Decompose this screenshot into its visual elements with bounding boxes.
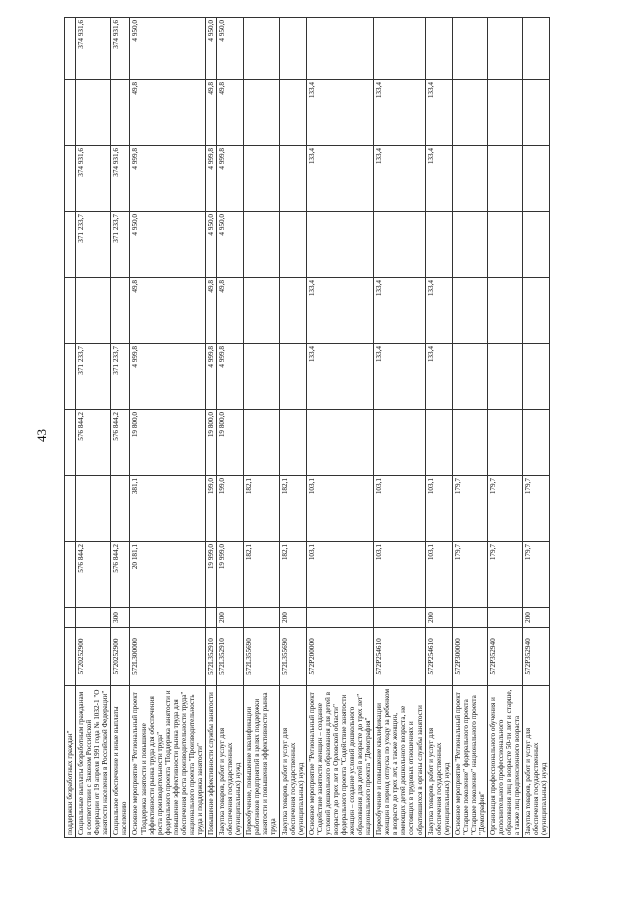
table-row [374, 18, 425, 838]
cell-v9: 374 931,6 [76, 18, 111, 80]
cell-vr: 300 [111, 608, 130, 628]
cell-v8 [279, 80, 306, 146]
cell-vr: 200 [425, 608, 452, 628]
cell-v5: 133,4 [374, 278, 425, 344]
cell-v9 [488, 18, 523, 80]
cell-v8 [488, 80, 523, 146]
cell-code: 572P300000 [452, 628, 487, 686]
cell-code: 5720252900 [76, 628, 111, 686]
cell-v2: 103,1 [374, 476, 425, 542]
cell-v9 [65, 18, 76, 80]
cell-v5: 49,8 [130, 278, 206, 344]
cell-v3 [244, 410, 279, 476]
cell-v6: 4 950,0 [217, 212, 244, 278]
table-row [452, 18, 487, 838]
cell-v9: 374 931,6 [111, 18, 130, 80]
rotated-page-content [64, 18, 594, 838]
cell-vr [65, 608, 76, 628]
cell-v2: 179,7 [488, 476, 523, 542]
cell-v7: 133,4 [425, 146, 452, 212]
cell-name: Переобучение и повышение квалификации женщин в период отпуска по уходу за ребенком в возрасте до трех лет, а также женщин, имеющих детей дошкольного возраста, не состоящих в трудовых отношениях и обратившихся в органы службы занятости [374, 686, 425, 838]
cell-v2 [65, 476, 76, 542]
cell-v1: 576 844,2 [76, 542, 111, 608]
cell-name: Переобучение, повышение квалификации работников предприятий в целях поддержки занятости и повышения эффективности рынка труда [244, 686, 279, 838]
cell-code [65, 628, 76, 686]
cell-v9 [452, 18, 487, 80]
cell-v4: 133,4 [425, 344, 452, 410]
cell-v1: 182,1 [279, 542, 306, 608]
cell-v1: 103,1 [306, 542, 374, 608]
cell-v5 [488, 278, 523, 344]
cell-v8 [76, 80, 111, 146]
cell-v7: 4 999,8 [130, 146, 206, 212]
cell-name: Закупка товаров, работ и услуг для обеспечения государственных (муниципальных) нужд [279, 686, 306, 838]
cell-v1: 576 844,2 [111, 542, 130, 608]
cell-v3 [374, 410, 425, 476]
cell-v3 [452, 410, 487, 476]
cell-v4: 371 233,7 [111, 344, 130, 410]
cell-v4 [488, 344, 523, 410]
cell-v6 [306, 212, 374, 278]
cell-v8: 133,4 [306, 80, 374, 146]
cell-v7 [65, 146, 76, 212]
table-row [111, 18, 130, 838]
table-row [425, 18, 452, 838]
cell-v6: 4 950,0 [206, 212, 217, 278]
cell-v6 [65, 212, 76, 278]
cell-v2: 103,1 [306, 476, 374, 542]
cell-v1 [65, 542, 76, 608]
cell-v1: 103,1 [425, 542, 452, 608]
cell-v2: 179,7 [523, 476, 550, 542]
cell-v9: 4 950,0 [206, 18, 217, 80]
cell-v1: 179,7 [488, 542, 523, 608]
cell-v1: 19 999,0 [217, 542, 244, 608]
cell-vr [306, 608, 374, 628]
cell-v6: 4 950,0 [130, 212, 206, 278]
cell-name: Основное мероприятие "Региональный проект "Старшее поколение" федерального проекта "Старшее поколение" национального проекта "Демография" [452, 686, 487, 838]
cell-code: 572L300000 [130, 628, 206, 686]
table-body [65, 18, 550, 838]
cell-v4 [452, 344, 487, 410]
cell-code: 572P352940 [523, 628, 550, 686]
cell-v7: 133,4 [306, 146, 374, 212]
cell-v4 [523, 344, 550, 410]
cell-v2: 182,1 [244, 476, 279, 542]
table-row [488, 18, 523, 838]
cell-code: 572P254610 [425, 628, 452, 686]
cell-v5 [65, 278, 76, 344]
cell-v2 [76, 476, 111, 542]
cell-v7: 374 931,6 [76, 146, 111, 212]
cell-v7: 4 999,8 [217, 146, 244, 212]
cell-v2: 182,1 [279, 476, 306, 542]
cell-v4 [279, 344, 306, 410]
table-row [279, 18, 306, 838]
cell-name: Закупка товаров, работ и услуг для обеспечения государственных (муниципальных) нужд [217, 686, 244, 838]
cell-v9 [279, 18, 306, 80]
cell-v7: 4 999,8 [206, 146, 217, 212]
cell-v5 [452, 278, 487, 344]
cell-v4: 133,4 [306, 344, 374, 410]
cell-v6 [488, 212, 523, 278]
cell-v7 [279, 146, 306, 212]
cell-name: Социальное обеспечение и иные выплаты населению [111, 686, 130, 838]
cell-v3: 19 800,0 [130, 410, 206, 476]
cell-v2: 199,0 [206, 476, 217, 542]
cell-name: Повышение эффективности службы занятости [206, 686, 217, 838]
cell-vr [76, 608, 111, 628]
cell-v9 [244, 18, 279, 80]
cell-v1: 103,1 [374, 542, 425, 608]
cell-v7: 133,4 [374, 146, 425, 212]
cell-name: Основное мероприятие "Региональный проект "Содействие занятости женщин – создание условий дошкольного образования для детей в возрасте до трех лет в Орловской области" федерального проекта "Содействие занятости женщин – создание условий дошкольного образования для детей в возрасте до трех лет" национального проекта "Демография" [306, 686, 374, 838]
cell-name: Социальные выплаты безработным гражданам в соответствии с Законом Российской Федерации от 19 апреля 1991 года № 1032-1 "О занятости населения в Российской Федерации" [76, 686, 111, 838]
cell-v9 [374, 18, 425, 80]
cell-code: 572P254610 [374, 628, 425, 686]
cell-v2: 179,7 [452, 476, 487, 542]
cell-v2 [111, 476, 130, 542]
cell-v2: 381,1 [130, 476, 206, 542]
cell-v8: 49,8 [217, 80, 244, 146]
cell-v6: 371 233,7 [111, 212, 130, 278]
cell-v4: 371 233,7 [76, 344, 111, 410]
cell-v4: 4 999,8 [206, 344, 217, 410]
cell-v8: 133,4 [374, 80, 425, 146]
cell-v3 [279, 410, 306, 476]
cell-v9 [425, 18, 452, 80]
cell-vr [130, 608, 206, 628]
cell-name: Закупка товаров, работ и услуг для обеспечения государственных (муниципальных) нужд [523, 686, 550, 838]
table-row [76, 18, 111, 838]
cell-v3 [306, 410, 374, 476]
cell-vr: 200 [523, 608, 550, 628]
cell-v3 [523, 410, 550, 476]
cell-v5 [76, 278, 111, 344]
cell-v6 [279, 212, 306, 278]
budget-table [64, 17, 550, 838]
cell-code: 572P200000 [306, 628, 374, 686]
cell-v4: 133,4 [374, 344, 425, 410]
cell-v5 [279, 278, 306, 344]
cell-vr: 200 [279, 608, 306, 628]
cell-v1: 182,1 [244, 542, 279, 608]
cell-v3: 19 800,0 [217, 410, 244, 476]
cell-code: 572L355690 [244, 628, 279, 686]
cell-v8 [523, 80, 550, 146]
table-row [65, 18, 76, 838]
table-row [523, 18, 550, 838]
cell-name: Основное мероприятие "Региональный проект "Поддержка занятости и повышение эффективности рынка труда для обеспечения роста производительности труда" федерального проекта "Поддержка занятости и повышение эффективности рынка труда для обеспечения роста производительности труда" национального проекта "Производительность труда и поддержка занятости" [130, 686, 206, 838]
cell-v5: 133,4 [425, 278, 452, 344]
cell-v3: 576 844,2 [111, 410, 130, 476]
cell-v1: 179,7 [523, 542, 550, 608]
cell-v3: 576 844,2 [76, 410, 111, 476]
cell-code: 572L355690 [279, 628, 306, 686]
cell-v1: 19 999,0 [206, 542, 217, 608]
cell-v5 [244, 278, 279, 344]
cell-v7 [523, 146, 550, 212]
cell-v4: 4 999,8 [130, 344, 206, 410]
cell-vr [452, 608, 487, 628]
cell-v8 [452, 80, 487, 146]
cell-v9 [306, 18, 374, 80]
cell-vr [374, 608, 425, 628]
cell-v8 [65, 80, 76, 146]
cell-code: 572L352910 [217, 628, 244, 686]
cell-v8 [111, 80, 130, 146]
cell-v2: 103,1 [425, 476, 452, 542]
cell-v6 [425, 212, 452, 278]
cell-name: Закупка товаров, работ и услуг для обеспечения государственных (муниципальных) нужд [425, 686, 452, 838]
cell-v8 [244, 80, 279, 146]
cell-v1: 179,7 [452, 542, 487, 608]
cell-v4: 4 999,8 [217, 344, 244, 410]
table-row [130, 18, 206, 838]
cell-v3 [65, 410, 76, 476]
cell-v8: 49,8 [206, 80, 217, 146]
cell-v1: 20 181,1 [130, 542, 206, 608]
cell-v9: 4 950,0 [130, 18, 206, 80]
cell-v5: 49,8 [217, 278, 244, 344]
table-row [306, 18, 374, 838]
cell-code: 5720252900 [111, 628, 130, 686]
cell-name: поддержки безработных граждан" [65, 686, 76, 838]
cell-v6 [244, 212, 279, 278]
cell-v3 [425, 410, 452, 476]
cell-v5 [111, 278, 130, 344]
cell-v4 [244, 344, 279, 410]
cell-vr [244, 608, 279, 628]
cell-vr [488, 608, 523, 628]
cell-v5 [523, 278, 550, 344]
cell-v5: 49,8 [206, 278, 217, 344]
cell-v7: 374 931,6 [111, 146, 130, 212]
cell-v3: 19 800,0 [206, 410, 217, 476]
cell-v2: 199,0 [217, 476, 244, 542]
cell-v8: 49,8 [130, 80, 206, 146]
cell-vr: 200 [217, 608, 244, 628]
cell-v9: 4 950,0 [217, 18, 244, 80]
table-row [244, 18, 279, 838]
cell-code: 572L352910 [206, 628, 217, 686]
cell-v7 [244, 146, 279, 212]
cell-v9 [523, 18, 550, 80]
cell-v8: 133,4 [425, 80, 452, 146]
cell-name: Организация профессионального обучения и дополнительного профессионального образования лиц в возрасте 50-ти лет и старше, а также лиц предпенсионного возраста [488, 686, 523, 838]
cell-v6 [523, 212, 550, 278]
cell-v6 [452, 212, 487, 278]
cell-v6 [374, 212, 425, 278]
cell-code: 572P352940 [488, 628, 523, 686]
cell-v5: 133,4 [306, 278, 374, 344]
cell-vr [206, 608, 217, 628]
cell-v7 [488, 146, 523, 212]
table-row [217, 18, 244, 838]
cell-v3 [488, 410, 523, 476]
page-number: 43 [34, 429, 49, 442]
cell-v4 [65, 344, 76, 410]
cell-v6: 371 233,7 [76, 212, 111, 278]
cell-v7 [452, 146, 487, 212]
table-row [206, 18, 217, 838]
